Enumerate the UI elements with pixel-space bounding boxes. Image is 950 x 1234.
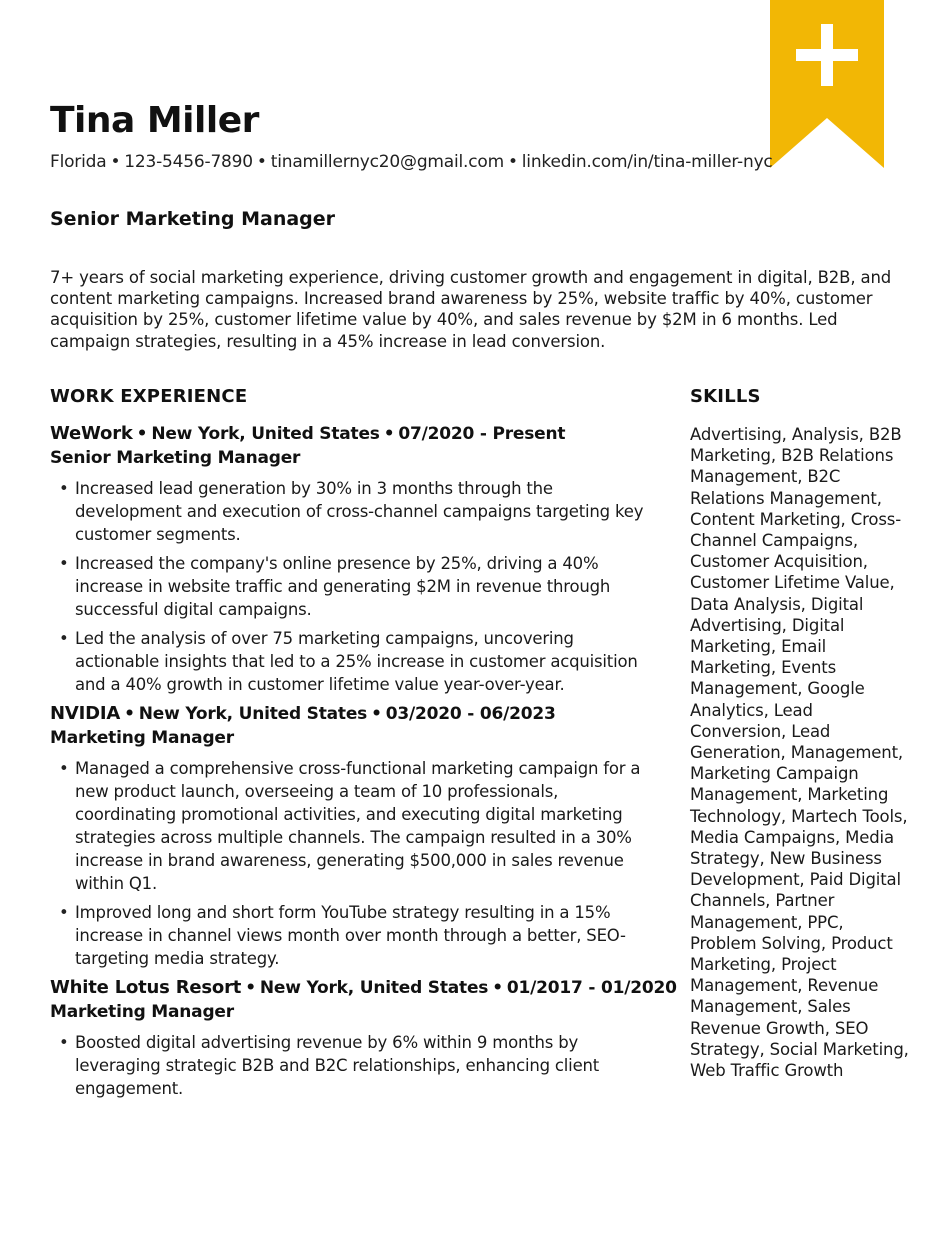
job-company: White Lotus Resort — [50, 977, 242, 998]
plus-bookmark-icon — [770, 0, 884, 168]
job-dates: 07/2020 - Present — [398, 424, 566, 444]
job-separator: • — [383, 424, 395, 444]
contact-linkedin[interactable]: linkedin.com/in/tina-miller-nyc — [521, 152, 773, 172]
contact-email[interactable]: tinamillernyc20@gmail.com — [270, 152, 504, 172]
candidate-name: Tina Miller — [50, 100, 259, 141]
headline-title: Senior Marketing Manager — [50, 208, 336, 230]
contact-location: Florida — [50, 152, 107, 172]
skills-heading: SKILLS — [690, 386, 761, 407]
job-separator: • — [136, 424, 148, 444]
job-bullets — [50, 1031, 650, 1100]
job-separator: • — [492, 978, 503, 998]
work-experience-heading: WORK EXPERIENCE — [50, 386, 248, 407]
job-separator: • — [371, 704, 382, 724]
job-bullet: • Boosted digital advertising revenue by 6% within 9 months by leveraging strategic B2B and B2C relationships, enhancing client engagement. — [50, 1031, 650, 1100]
job-bullet: • Improved long and short form YouTube strategy resulting in a 15% increase in channel views month over month through a better, SEO-targeting media strategy. — [50, 901, 650, 970]
job-dates: 01/2017 - 01/2020 — [506, 978, 677, 998]
job-bullet: • Increased the company's online presence by 25%, driving a 40% increase in website traffic and generating $2M in revenue through successful digital campaigns. — [50, 552, 650, 621]
job-header — [50, 976, 677, 1000]
skills-list: Advertising, Analysis, B2B Marketing, B2B Relations Management, B2C Relations Management, Content Marketing, Cross-Channel Campaigns, Customer Acquisition, Customer Lifetime Value, Data Analysis, Digital Advertising, Digital Marketing, Email Marketing, Events Management, Google Analytics, Lead Conversion, Lead Generation, Management, Marketing Campaign Management, Marketing Technology, Martech Tools, Media Campaigns, Media Strategy, New Business Development, Paid Digital Channels, Partner Management, PPC, Problem Solving, Product Marketing, Project Management, Revenue Management, Sales Revenue Growth, SEO Strategy, Social Marketing, Web Traffic Growth — [690, 425, 909, 1081]
job-bullets — [50, 477, 650, 696]
job-header — [50, 422, 650, 446]
contact-separator: • — [256, 152, 267, 172]
job-company: WeWork — [50, 423, 133, 444]
professional-summary: 7+ years of social marketing experience, driving customer growth and engagement in digital, B2B, and content marketing campaigns. Increased brand awareness by 25%, website traffic by 40%, customer acquisition by 25%, customer lifetime value by 40%, and sales revenue by $2M in 6 months. Led campaign strategies, resulting in a 45% increase in lead conversion. — [50, 268, 892, 351]
job-company: NVIDIA — [50, 703, 121, 724]
contact-phone: 123-5456-7890 — [124, 152, 253, 172]
job-entry — [50, 422, 650, 696]
job-location: New York, United States — [259, 978, 489, 998]
job-role: Marketing Manager — [50, 1002, 234, 1022]
job-bullets — [50, 757, 650, 970]
job-role: Marketing Manager — [50, 728, 234, 748]
work-experience-section — [50, 422, 677, 1106]
job-role: Senior Marketing Manager — [50, 448, 301, 468]
job-bullet: • Led the analysis of over 75 marketing campaigns, uncovering actionable insights that led to a 25% increase in customer acquisition and a 40% growth in customer lifetime value year-over-year. — [50, 627, 650, 696]
job-entry — [50, 976, 677, 1100]
job-location: New York, United States — [138, 704, 368, 724]
contact-separator: • — [110, 152, 121, 172]
job-bullet: • Managed a comprehensive cross-functional marketing campaign for a new product launch, overseeing a team of 10 professionals, coordinating promotional activities, and executing digital marketing strategies across multiple channels. The campaign resulted in a 30% increase in brand awareness, generating $500,000 in sales revenue within Q1. — [50, 757, 650, 895]
job-bullet: • Increased lead generation by 30% in 3 months through the development and execution of cross-channel campaigns targeting key customer segments. — [50, 477, 650, 546]
job-location: New York, United States — [151, 424, 380, 444]
job-header — [50, 702, 650, 726]
contact-separator: • — [507, 152, 518, 172]
job-separator: • — [245, 978, 256, 998]
contact-line — [50, 152, 810, 172]
job-separator: • — [124, 704, 135, 724]
job-entry — [50, 702, 650, 970]
job-dates: 03/2020 - 06/2023 — [385, 704, 556, 724]
